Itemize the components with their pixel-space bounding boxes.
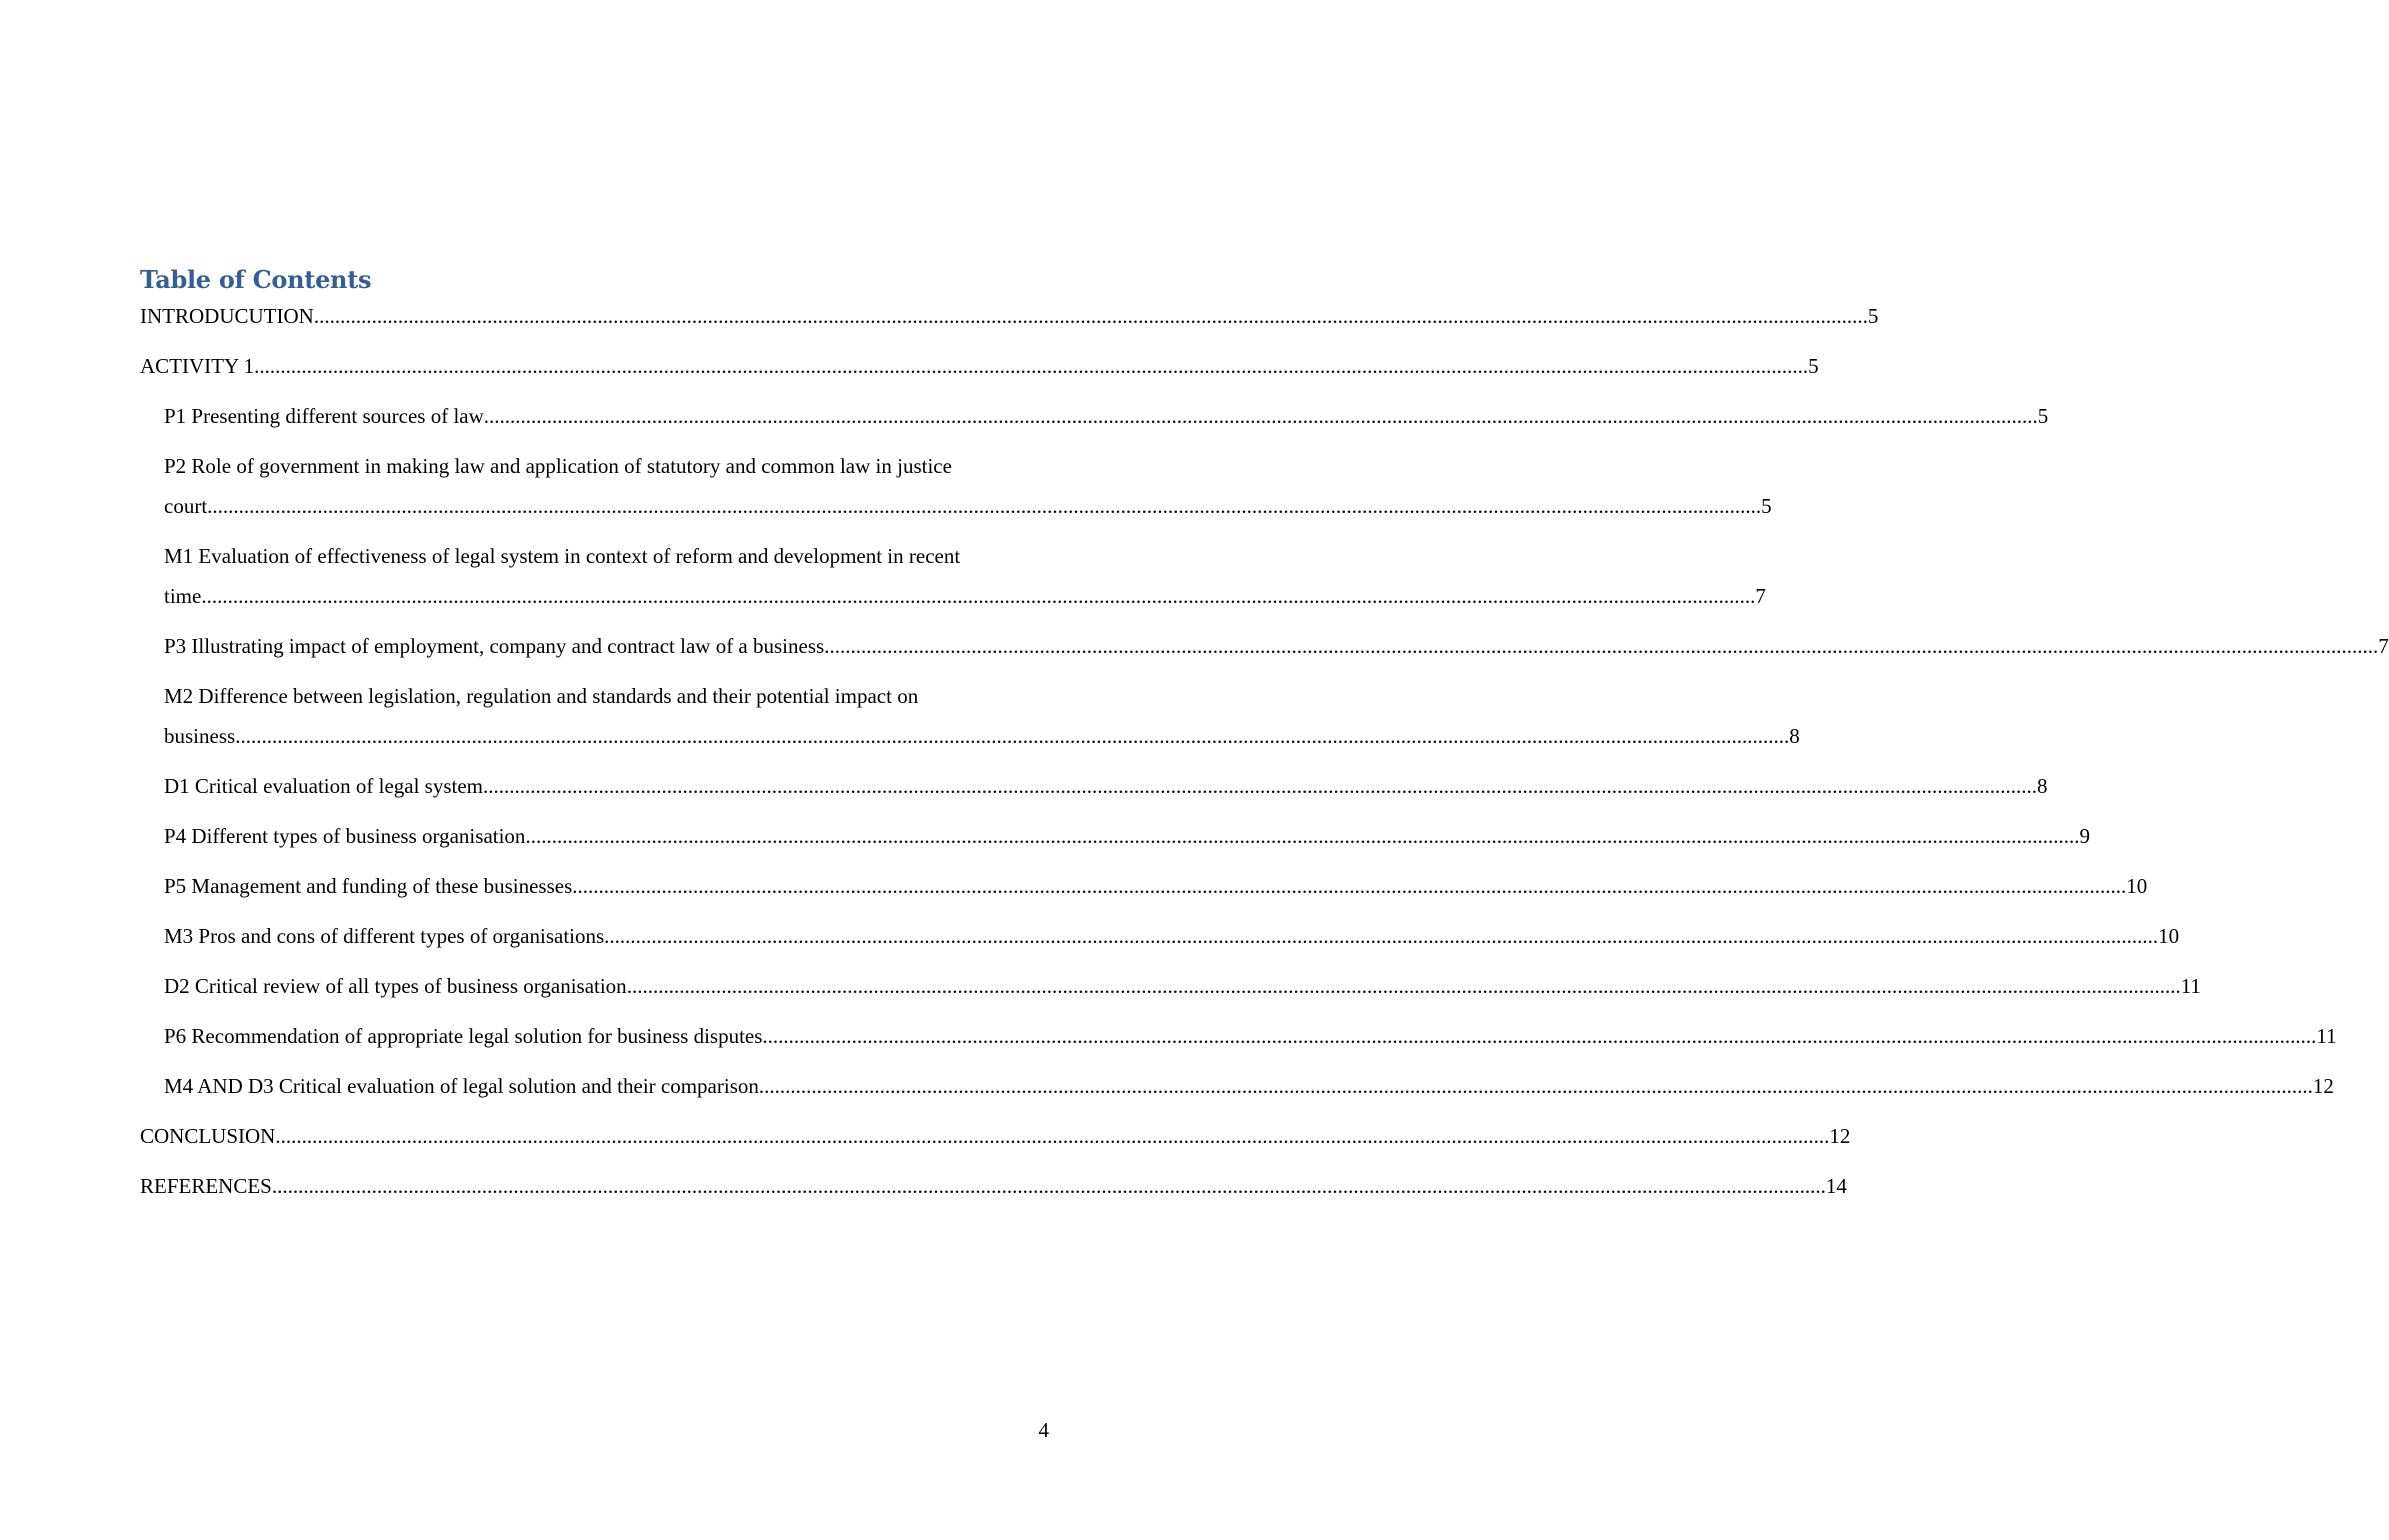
toc-entry-page-number: 11 <box>2180 974 2201 998</box>
toc-entry[interactable] <box>164 676 1800 756</box>
toc-entry-row <box>140 1116 1851 1156</box>
toc-entry[interactable] <box>164 766 2048 806</box>
toc-entry-page-number: 5 <box>2037 404 2049 428</box>
toc-entry-label: P1 Presenting different sources of law <box>164 404 484 428</box>
toc-entry-label: P6 Recommendation of appropriate legal solution for business disputes <box>164 1024 763 1048</box>
toc-entry-page-number: 7 <box>2378 634 2389 658</box>
toc-entry-label: D2 Critical review of all types of business organisation <box>164 974 627 998</box>
toc-entry[interactable] <box>164 816 2090 856</box>
toc-entry-row <box>164 716 1800 756</box>
toc-entry-label: time <box>164 584 202 608</box>
toc-entry[interactable] <box>140 1116 1851 1156</box>
toc-entry-page-number: 5 <box>1761 494 1772 518</box>
dot-leader <box>272 1166 1826 1206</box>
toc-entry[interactable] <box>140 346 1819 386</box>
toc-entry[interactable] <box>164 536 1766 616</box>
toc-entry-first-line: M2 Difference between legislation, regulation and standards and their potential impact on <box>164 684 919 708</box>
toc-entry-row <box>164 396 2049 436</box>
toc-entry-page-number: 5 <box>1808 354 1819 378</box>
toc-list <box>140 296 2389 1216</box>
dot-leader <box>762 1016 2316 1056</box>
dot-leader <box>275 1116 1829 1156</box>
toc-entry-label: P5 Management and funding of these businesses <box>164 874 573 898</box>
toc-entry-page-number: 5 <box>1867 304 1879 328</box>
toc-entry-page-number: 12 <box>2312 1074 2334 1098</box>
dot-leader <box>824 626 2378 666</box>
toc-entry-row <box>164 486 1772 526</box>
toc-entry-row <box>164 766 2048 806</box>
toc-entry[interactable] <box>164 446 1772 526</box>
toc-entry-label: M3 Pros and cons of different types of organisations <box>164 924 605 948</box>
toc-entry-first-line: P2 Role of government in making law and application of statutory and common law in justice <box>164 454 952 478</box>
toc-entry-page-number: 10 <box>2126 874 2148 898</box>
toc-entry-label: M4 AND D3 Critical evaluation of legal solution and their comparison <box>164 1074 759 1098</box>
dot-leader <box>207 486 1761 526</box>
toc-entry-label: REFERENCES <box>140 1174 272 1198</box>
toc-entry-row <box>164 966 2201 1006</box>
dot-leader <box>759 1066 2313 1106</box>
toc-entry-row <box>164 1016 2337 1056</box>
dot-leader <box>235 716 1789 756</box>
toc-entry-page-number: 12 <box>1829 1124 1851 1148</box>
page-number: 4 <box>1038 1418 1049 1442</box>
toc-entry[interactable] <box>164 866 2148 906</box>
dot-leader <box>483 766 2037 806</box>
toc-entry-page-number: 10 <box>2158 924 2180 948</box>
dot-leader <box>254 346 1808 386</box>
toc-entry[interactable] <box>140 1166 1847 1206</box>
toc-entry-page-number: 8 <box>2037 774 2048 798</box>
toc-entry-page-number: 8 <box>1789 724 1800 748</box>
toc-entry-row <box>164 1066 2334 1106</box>
dot-leader <box>525 816 2079 856</box>
toc-entry-row <box>164 866 2148 906</box>
dot-leader <box>201 576 1755 616</box>
toc-entry-row <box>164 576 1766 616</box>
toc-entry-label: INTRODUCUTION <box>140 304 314 328</box>
toc-entry-label: D1 Critical evaluation of legal system <box>164 774 483 798</box>
toc-entry-label: court <box>164 494 208 518</box>
dot-leader <box>314 296 1868 336</box>
toc-entry[interactable] <box>140 296 1879 336</box>
toc-entry-row <box>140 346 1819 386</box>
toc-entry[interactable] <box>164 1066 2334 1106</box>
toc-entry[interactable] <box>164 1016 2337 1056</box>
toc-entry[interactable] <box>164 916 2180 956</box>
toc-entry-label: business <box>164 724 236 748</box>
toc-entry-label: ACTIVITY 1 <box>140 354 255 378</box>
dot-leader <box>627 966 2181 1006</box>
toc-entry-label: P4 Different types of business organisation <box>164 824 526 848</box>
toc-entry-row <box>164 626 2389 666</box>
toc-entry[interactable] <box>164 626 2389 666</box>
dot-leader <box>604 916 2158 956</box>
toc-entry-page-number: 7 <box>1755 584 1766 608</box>
dot-leader <box>484 396 2038 436</box>
toc-entry-page-number: 9 <box>2079 824 2090 848</box>
toc-entry-page-number: 14 <box>1825 1174 1847 1198</box>
toc-entry-row <box>140 296 1879 336</box>
toc-entry-label: P3 Illustrating impact of employment, company and contract law of a business <box>164 634 825 658</box>
toc-entry-page-number: 11 <box>2316 1024 2337 1048</box>
toc-entry-label: CONCLUSION <box>140 1124 276 1148</box>
toc-entry[interactable] <box>164 966 2201 1006</box>
toc-entry-row <box>164 816 2090 856</box>
toc-entry[interactable] <box>164 396 2049 436</box>
toc-title: Table of Contents <box>140 265 372 294</box>
toc-entry-row <box>164 916 2180 956</box>
dot-leader <box>572 866 2126 906</box>
toc-entry-first-line: M1 Evaluation of effectiveness of legal system in context of reform and development in recent <box>164 544 961 568</box>
toc-entry-row <box>140 1166 1847 1206</box>
